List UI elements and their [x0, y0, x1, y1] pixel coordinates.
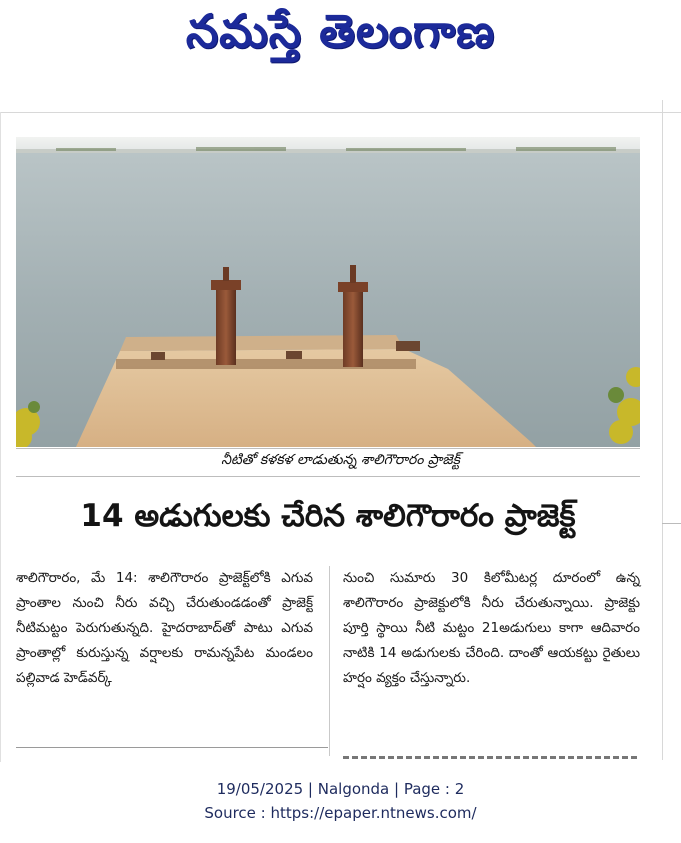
edition-info: 19/05/2025 | Nalgonda | Page : 2: [216, 780, 465, 798]
article-body-column-right: నుంచి సుమారు 30 కిలోమీటర్ల దూరంలో ఉన్న శాలిగౌరారం ప్రాజెక్టులోకి నీరు చేరుతున్నాయి. ప్రాజెక్టు పూర్తి స్థాయి నీటి మట్టం 21అడుగులు కాగా ఆదివారం నాటికి 14 అడుగులకు చేరింది. దాంతో ఆయకట్టు రైతులు హర్షం వ్యక్తం చేస్తున్నారు.: [343, 570, 640, 686]
column-divider: [329, 566, 330, 756]
article-photo: [16, 137, 640, 447]
cropped-next-article-edge: [343, 752, 640, 761]
clipping-right-tick: [662, 523, 681, 524]
caption-top-rule: [16, 448, 640, 449]
reservoir-photo-illustration: [16, 137, 640, 447]
newspaper-logo-title: నమస్తే తెలంగాణ: [185, 4, 496, 58]
clipping-left-border: [0, 112, 1, 762]
article-headline: 14 అడుగులకు చేరిన శాలిగౌరారం ప్రాజెక్ట్: [80, 498, 576, 534]
caption-bottom-rule: [16, 476, 640, 477]
photo-caption: నీటితో కళకళ లాడుతున్న శాలిగౌరారం ప్రాజెక్ట్: [221, 452, 460, 468]
source-link[interactable]: Source : https://epaper.ntnews.com/: [204, 804, 477, 822]
clipping-right-border: [662, 100, 663, 760]
article-end-rule: [16, 747, 328, 748]
newspaper-masthead: [0, 0, 681, 80]
article-body-column-left: శాలిగౌరారం, మే 14: శాలిగౌరారం ప్రాజెక్ట్‌లోకి ఎగువ ప్రాంతాల నుంచి నీరు వచ్చి చేరుతుండడంతో ప్రాజెక్ట్ నీటిమట్టం పెరుగుతున్నది. హైదరాబాద్‌తో పాటు ఎగువ ప్రాంతాల్లో కురుస్తున్న వర్షాలకు రామన్నపేట మండలం పల్లివాడ హెడ్‌వర్క్: [16, 570, 313, 686]
clipping-top-border: [0, 112, 681, 113]
